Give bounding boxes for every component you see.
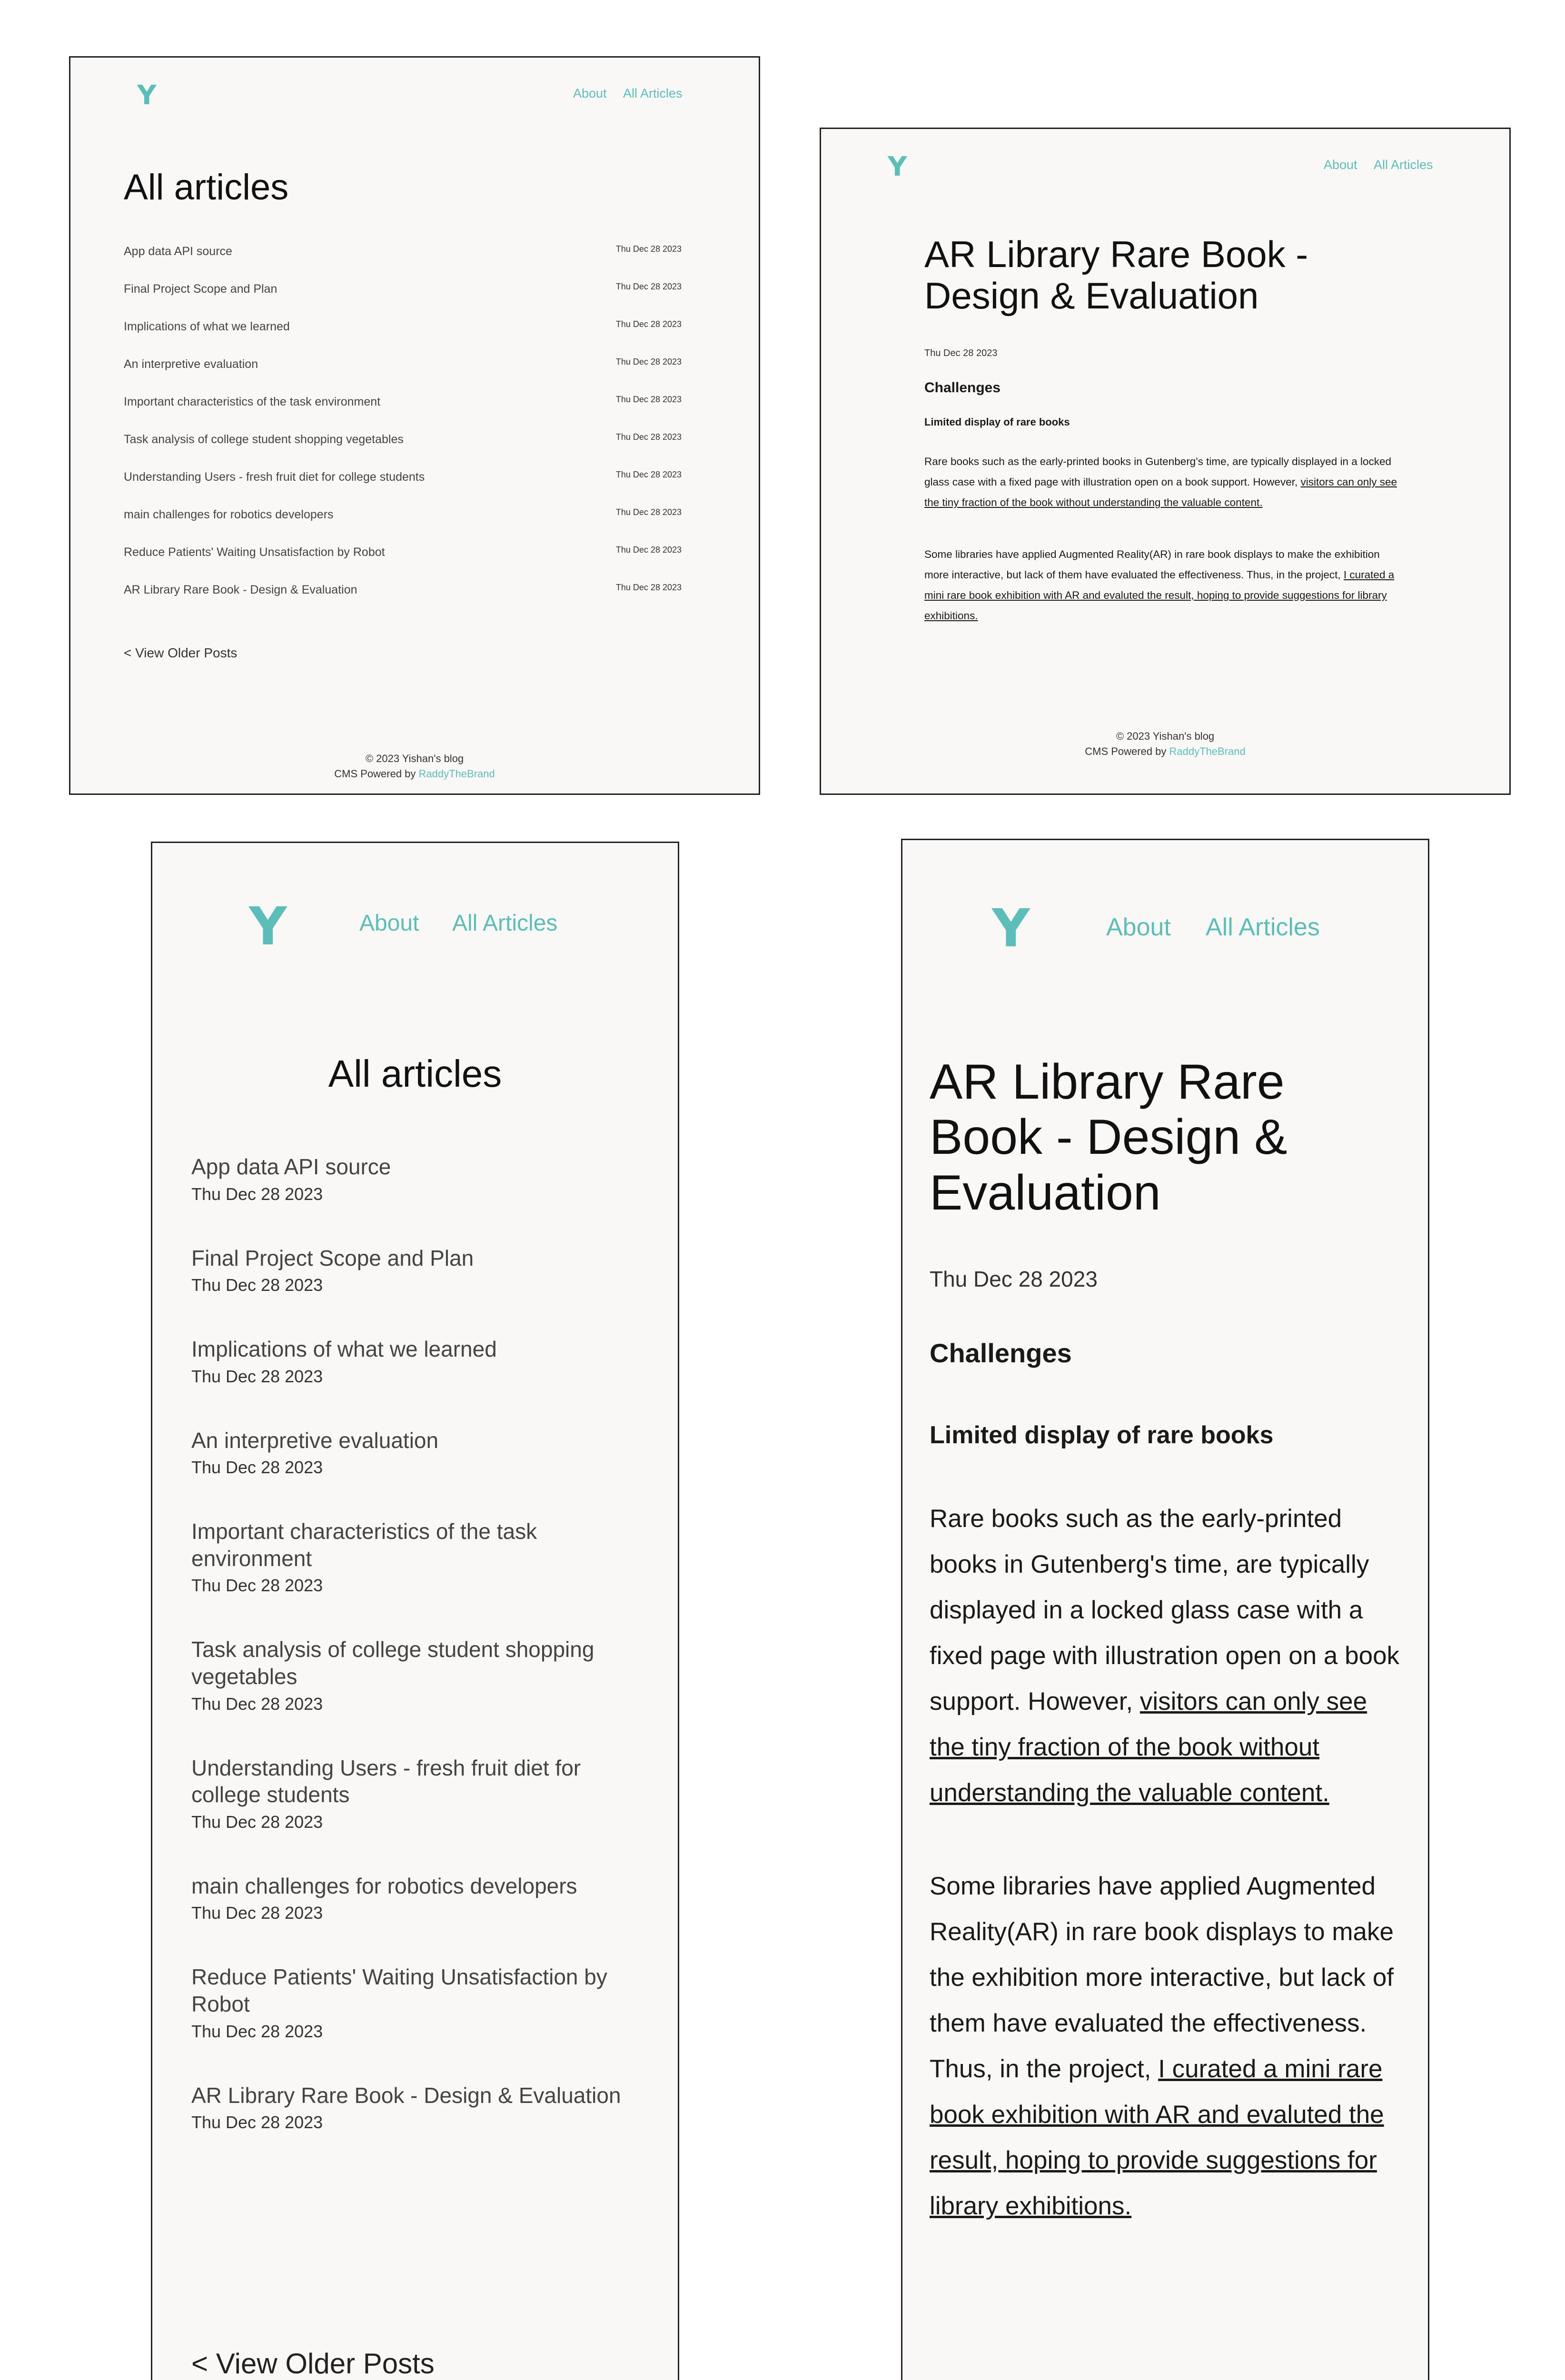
- nav-about-link[interactable]: About: [1106, 913, 1171, 941]
- list-item[interactable]: [191, 2082, 644, 2133]
- desktop-list-view: [69, 56, 760, 795]
- site-logo[interactable]: Y: [249, 896, 287, 957]
- article-date: Thu Dec 28 2023: [191, 1576, 323, 1596]
- table-row[interactable]: [124, 321, 682, 340]
- page-title: All articles: [328, 1052, 502, 1095]
- article-title-link[interactable]: An interpretive evaluation: [124, 357, 258, 371]
- table-row[interactable]: [124, 471, 682, 490]
- table-row[interactable]: [124, 396, 682, 415]
- footer-powered: CMS Powered by RaddyTheBrand: [334, 768, 495, 780]
- table-row[interactable]: [124, 434, 682, 453]
- nav-all-articles-link[interactable]: All Articles: [1206, 913, 1320, 941]
- article-date: Thu Dec 28 2023: [615, 357, 682, 367]
- article-date: Thu Dec 28 2023: [615, 432, 682, 442]
- article-title-link[interactable]: Understanding Users - fresh fruit diet for college students: [124, 470, 425, 484]
- article-date: Thu Dec 28 2023: [191, 2021, 323, 2041]
- list-item[interactable]: [191, 1964, 644, 2042]
- mobile-list-view: [151, 842, 679, 2380]
- list-item[interactable]: [191, 1755, 644, 1833]
- footer-powered: CMS Powered by RaddyTheBrand: [1085, 745, 1246, 757]
- article-date: Thu Dec 28 2023: [615, 470, 682, 479]
- nav-all-articles-link[interactable]: All Articles: [623, 86, 683, 100]
- paragraph-1-highlight-link[interactable]: visitors can only see the tiny fraction of the book without understanding the valuable content.: [924, 476, 1397, 508]
- article-paragraph-2: Some libraries have applied Augmented Reality(AR) in rare book displays to make the exhibition more interactive, but lack of them have evaluated the effectiveness. Thus, in the project, I curated a mini rare book exhibition with AR and evaluted the result, hoping to provide suggestions for library exhibitions.: [924, 548, 1395, 622]
- article-date: Thu Dec 28 2023: [191, 1903, 323, 1923]
- footer-brand-link[interactable]: RaddyTheBrand: [1169, 745, 1246, 757]
- article-title-link[interactable]: Reduce Patients' Waiting Unsatisfaction by Robot: [191, 1964, 607, 2016]
- article-title-link[interactable]: Important characteristics of the task environment: [124, 395, 381, 408]
- footer-copyright: © 2023 Yishan's blog: [1116, 730, 1215, 742]
- page-title: All articles: [124, 167, 289, 208]
- article-date: Thu Dec 28 2023: [615, 244, 682, 254]
- paragraph-2-highlight-link[interactable]: I curated a mini rare book exhibition with AR and evaluted the result, hoping to provide suggestions for library exhibitions.: [924, 569, 1395, 622]
- table-row[interactable]: [124, 246, 682, 265]
- article-paragraph-1: Rare books such as the early-printed books in Gutenberg's time, are typically displayed in a locked glass case with a fixed page with illustration open on a book support. However, visitors can only see the tiny fraction of the book without understanding the valuable content.: [930, 1505, 1400, 1807]
- view-older-posts-link[interactable]: < View Older Posts: [124, 645, 238, 660]
- table-row[interactable]: [124, 358, 682, 377]
- list-item[interactable]: [191, 1873, 644, 1924]
- article-title-link[interactable]: AR Library Rare Book - Design & Evaluation: [191, 2082, 621, 2108]
- article-paragraph-2: Some libraries have applied Augmented Reality(AR) in rare book displays to make the exhibition more interactive, but lack of them have evaluated the effectiveness. Thus, in the project, I curated a mini rare book exhibition with AR and evaluted the result, hoping to provide suggestions for library exhibitions.: [930, 1872, 1394, 2220]
- article-date: Thu Dec 28 2023: [615, 583, 682, 592]
- article-list: [191, 1153, 644, 2173]
- site-logo[interactable]: Y: [137, 80, 157, 111]
- list-item[interactable]: [191, 1245, 644, 1296]
- article-date: Thu Dec 28 2023: [191, 1275, 323, 1295]
- view-older-posts-link[interactable]: < View Older Posts: [191, 2348, 435, 2380]
- article-paragraph-1: Rare books such as the early-printed books in Gutenberg's time, are typically displayed in a locked glass case with a fixed page with illustration open on a book support. However, visitors can only see the tiny fraction of the book without understanding the valuable content.: [924, 456, 1397, 508]
- article-title-link[interactable]: Reduce Patients' Waiting Unsatisfaction by Robot: [124, 545, 385, 559]
- article-date: Thu Dec 28 2023: [191, 1812, 323, 1832]
- article-title-link[interactable]: main challenges for robotics developers: [191, 1873, 577, 1898]
- section-heading: Challenges: [924, 380, 1001, 396]
- site-footer: [70, 754, 759, 779]
- article-title-link[interactable]: Final Project Scope and Plan: [124, 282, 277, 296]
- list-item[interactable]: [191, 1427, 644, 1478]
- table-row[interactable]: [124, 546, 682, 565]
- paragraph-1-highlight-link[interactable]: visitors can only see the tiny fraction of the book without understanding the valuable content.: [930, 1687, 1367, 1807]
- list-item[interactable]: [191, 1518, 644, 1596]
- footer-brand-link[interactable]: RaddyTheBrand: [418, 768, 495, 780]
- article-list: [124, 246, 682, 674]
- site-footer: [821, 731, 1509, 757]
- article-date: Thu Dec 28 2023: [191, 1458, 323, 1478]
- nav-about-link[interactable]: About: [573, 86, 607, 100]
- article-title-link[interactable]: Understanding Users - fresh fruit diet for college students: [191, 1755, 581, 1807]
- table-row[interactable]: [124, 509, 682, 528]
- subsection-heading: Limited display of rare books: [924, 416, 1070, 428]
- article-date: Thu Dec 28 2023: [615, 545, 682, 555]
- article-date: Thu Dec 28 2023: [615, 319, 682, 329]
- article-title-link[interactable]: App data API source: [191, 1154, 391, 1179]
- article-title-link[interactable]: Important characteristics of the task environment: [191, 1519, 537, 1571]
- article-date: Thu Dec 28 2023: [615, 395, 682, 404]
- article-title-link[interactable]: Task analysis of college student shopping vegetables: [124, 433, 404, 446]
- article-date: Thu Dec 28 2023: [191, 2112, 323, 2132]
- desktop-article-view: [820, 128, 1511, 795]
- article-title-link[interactable]: Implications of what we learned: [124, 320, 290, 333]
- nav-about-link[interactable]: About: [1324, 158, 1357, 172]
- section-heading: Challenges: [930, 1338, 1072, 1368]
- footer-copyright: © 2023 Yishan's blog: [365, 753, 464, 764]
- list-item[interactable]: [191, 1153, 644, 1205]
- article-title-link[interactable]: AR Library Rare Book - Design & Evaluation: [124, 583, 357, 596]
- nav-all-articles-link[interactable]: All Articles: [1374, 158, 1433, 172]
- paragraph-2-highlight-link[interactable]: I curated a mini rare book exhibition with AR and evaluted the result, hoping to provide suggestions for library exhibitions.: [930, 2055, 1384, 2220]
- subsection-heading: Limited display of rare books: [930, 1421, 1274, 1449]
- article-date: Thu Dec 28 2023: [924, 348, 998, 358]
- site-logo[interactable]: Y: [992, 898, 1030, 959]
- site-logo[interactable]: Y: [888, 151, 907, 182]
- article-title-link[interactable]: An interpretive evaluation: [191, 1428, 439, 1453]
- article-title: AR Library Rare Book - Design & Evaluation: [930, 1054, 1288, 1220]
- article-date: Thu Dec 28 2023: [615, 507, 682, 517]
- article-title-link[interactable]: Implications of what we learned: [191, 1337, 497, 1362]
- article-date: Thu Dec 28 2023: [191, 1694, 323, 1714]
- article-date: Thu Dec 28 2023: [615, 282, 682, 291]
- list-item[interactable]: [191, 1336, 644, 1387]
- list-item[interactable]: [191, 1636, 644, 1714]
- article-date: Thu Dec 28 2023: [191, 1184, 323, 1204]
- article-title-link[interactable]: App data API source: [124, 245, 232, 258]
- table-row[interactable]: [124, 283, 682, 302]
- article-date: Thu Dec 28 2023: [930, 1267, 1098, 1291]
- nav-about-link[interactable]: About: [359, 911, 419, 936]
- article-title-link[interactable]: Task analysis of college student shopping vegetables: [191, 1637, 594, 1689]
- article-date: Thu Dec 28 2023: [191, 1366, 323, 1386]
- article-title-link[interactable]: main challenges for robotics developers: [124, 508, 334, 521]
- article-title: AR Library Rare Book - Design & Evaluation: [924, 233, 1308, 317]
- nav-all-articles-link[interactable]: All Articles: [452, 911, 558, 936]
- article-title-link[interactable]: Final Project Scope and Plan: [191, 1245, 474, 1270]
- mobile-article-view: [901, 839, 1429, 2380]
- table-row[interactable]: [124, 584, 682, 603]
